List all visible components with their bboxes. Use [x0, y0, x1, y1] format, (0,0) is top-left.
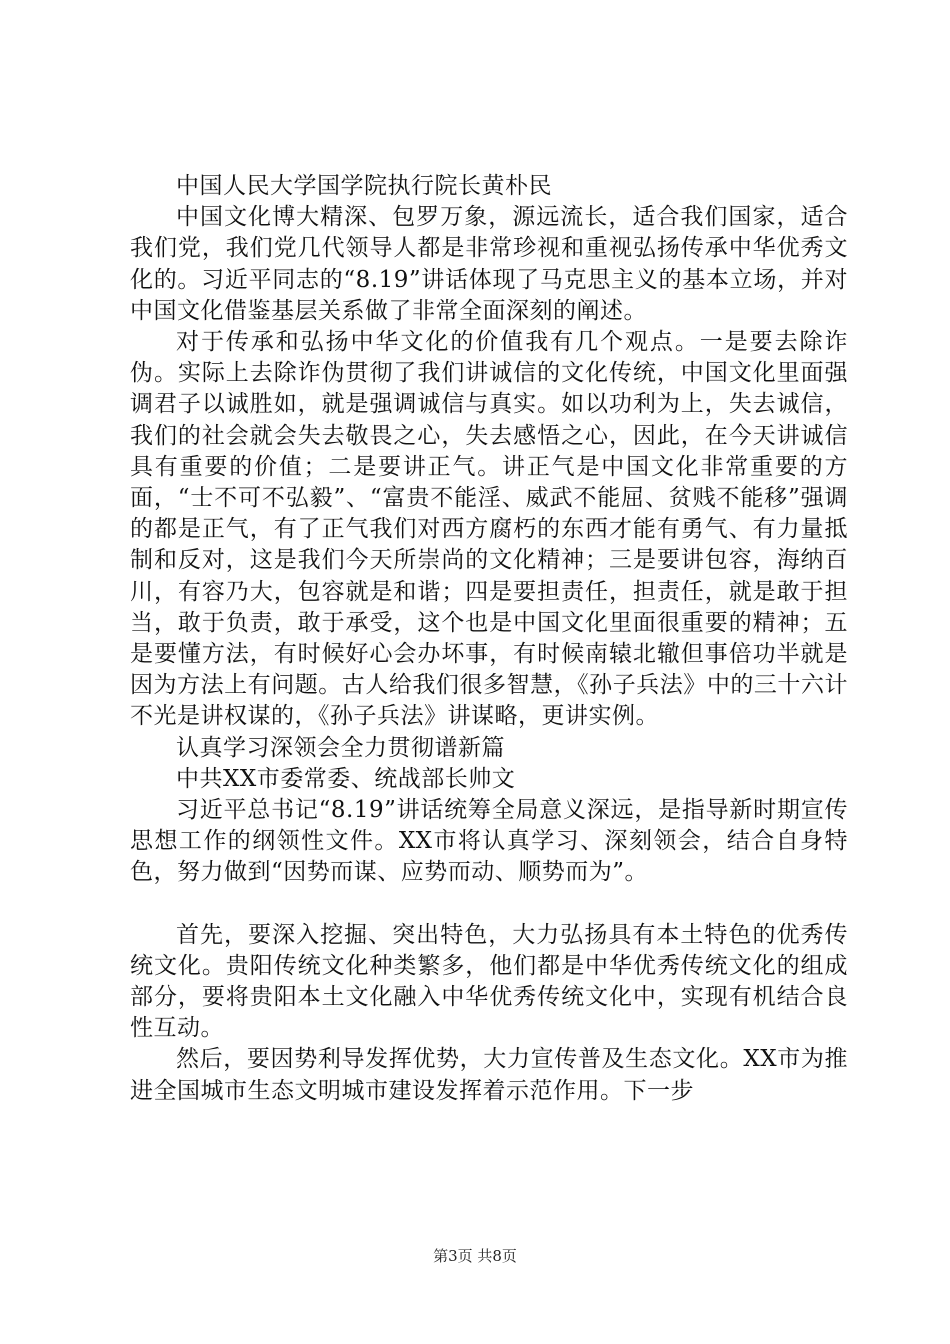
paragraph-gap	[130, 889, 848, 920]
page-number-footer: 第3页 共8页	[433, 1247, 517, 1265]
document-body	[130, 171, 848, 1107]
section1-author-line: 中国人民大学国学院执行院长黄朴民	[176, 173, 552, 199]
section1-paragraph-1: 中国文化博大精深、包罗万象，源远流长，适合我们国家，适合我们党，我们党几代领导人都是非常珍视和重视弘扬传承中华优秀文化的。习近平同志的“8.19”讲话体现了马克思主义的基本立场，并对中国文化借鉴基层关系做了非常全面深刻的阐述。	[130, 204, 848, 324]
section2-paragraph-2: 首先，要深入挖掘、突出特色，大力弘扬具有本土特色的优秀传统文化。贵阳传统文化种类繁多，他们都是中华优秀传统文化的组成部分，要将贵阳本土文化融入中华优秀传统文化中，实现有机结合良性互动。	[130, 921, 848, 1042]
section2-title: 认真学习深领会全力贯彻谱新篇	[176, 734, 505, 761]
section2-paragraph-3: 然后，要因势利导发挥优势，大力宣传普及生态文化。XX市为推进全国城市生态文明城市建设发挥着示范作用。下一步	[130, 1046, 848, 1104]
section2-paragraph-1: 习近平总书记“8.19”讲话统筹全局意义深远，是指导新时期宣传思想工作的纲领性文件。XX市将认真学习、深刻领会，结合自身特色，努力做到“因势而谋、应势而动、顺势而为”。	[130, 797, 848, 886]
section1-paragraph-2: 对于传承和弘扬中华文化的价值我有几个观点。一是要去除诈伪。实际上去除诈伪贯彻了我们讲诚信的文化传统，中国文化里面强调君子以诚胜如，就是强调诚信与真实。如以功利为上，失去诚信，我们的社会就会失去敬畏之心，失去感悟之心，因此，在今天讲诚信具有重要的价值；二是要讲正气。讲正气是中国文化非常重要的方面，“士不可不弘毅”、“富贵不能淫、威武不能屈、贫贱不能移”强调的都是正气，有了正气我们对西方腐朽的东西才能有勇气、有力量抵制和反对，这是我们今天所崇尚的文化精神；三是要讲包容，海纳百川，有容乃大，包容就是和谐；四是要担责任，担责任，就是敢于担当，敢于负责，敢于承受，这个也是中国文化里面很重要的精神；五是要懂方法，有时候好心会办坏事，有时候南辕北辙但事倍功半就是因为方法上有问题。古人给我们很多智慧，《孙子兵法》中的三十六计不光是讲权谋的，《孙子兵法》讲谋略，更讲实例。	[130, 329, 848, 730]
section2-author-line: 中共XX市委常委、统战部长帅文	[176, 765, 516, 792]
